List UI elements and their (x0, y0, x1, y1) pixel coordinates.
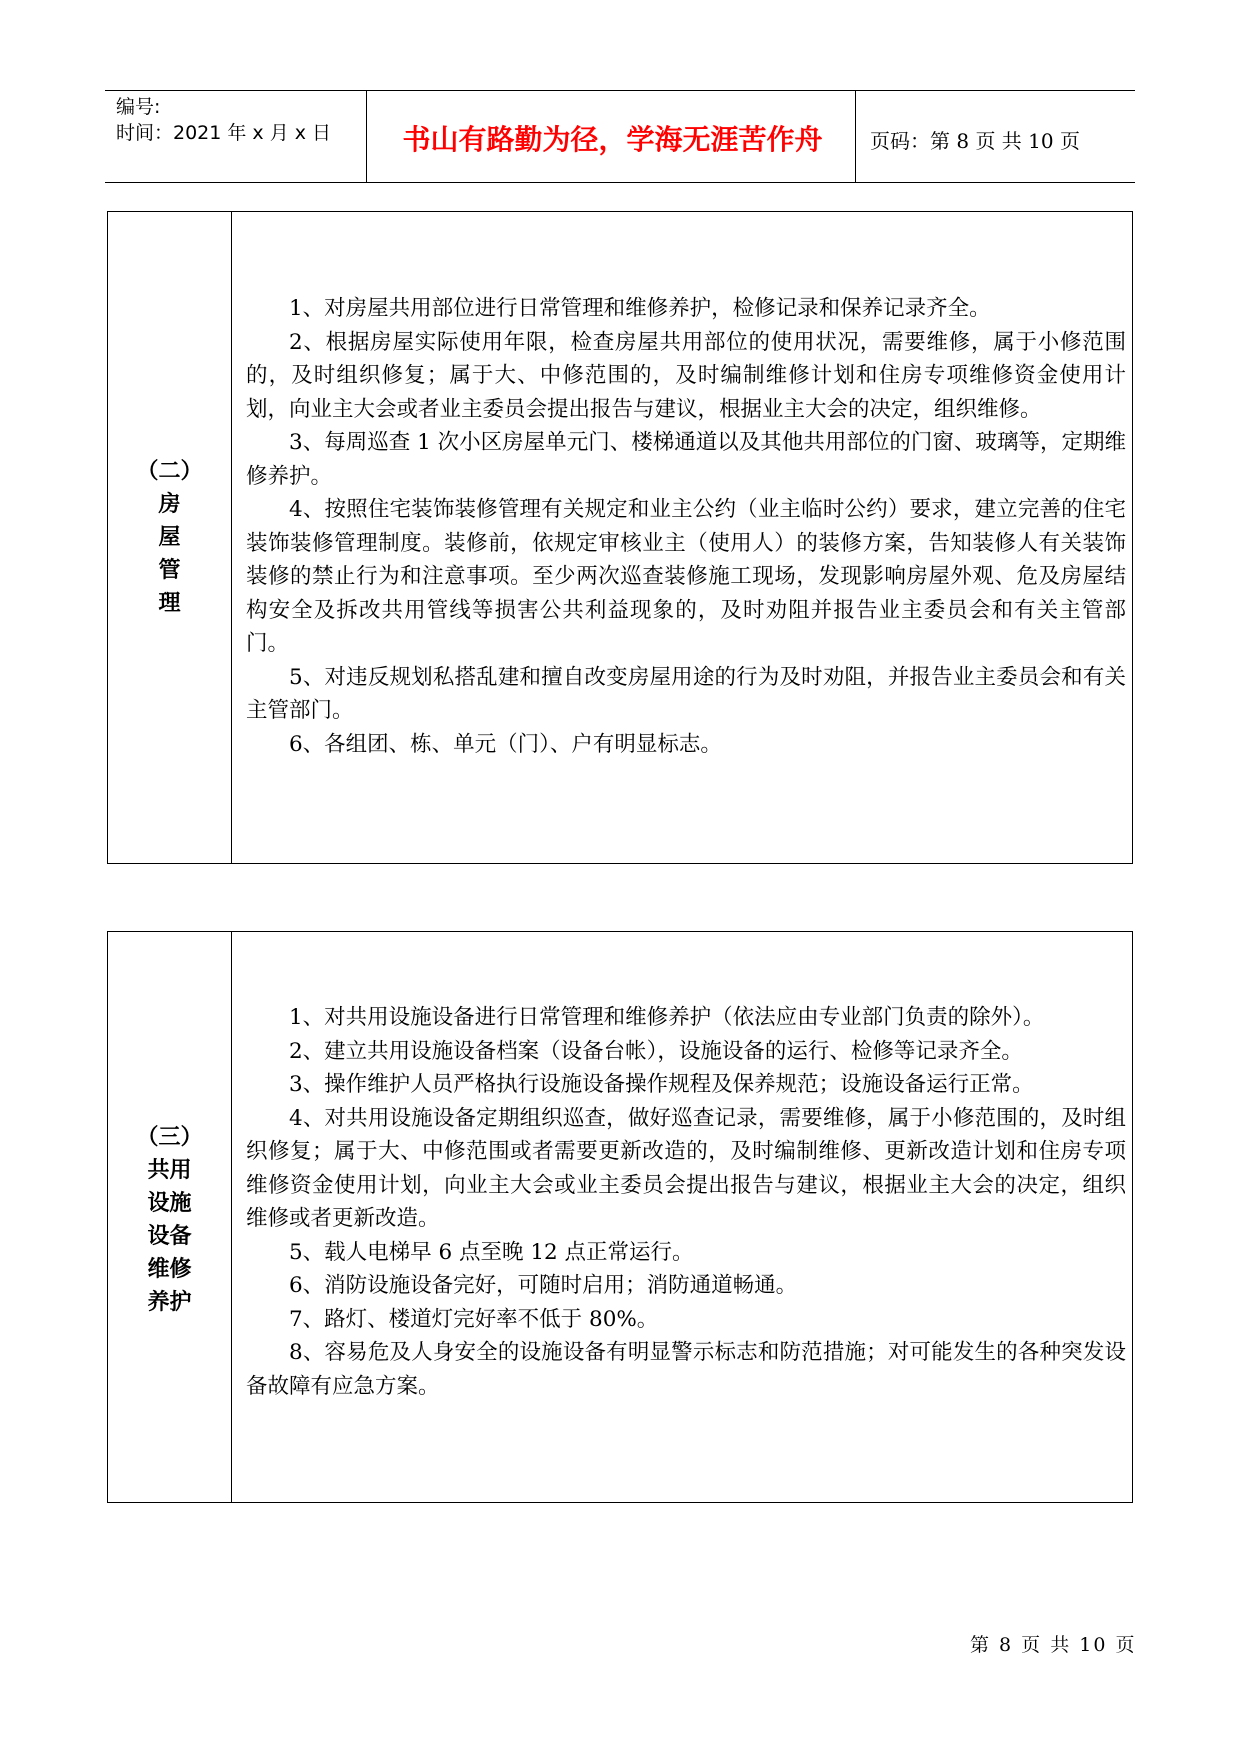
list-item: 3、每周巡查 1 次小区房屋单元门、楼梯通道以及其他共用部位的门窗、玻璃等，定期维修养护。 (246, 430, 1126, 489)
section-content (246, 292, 1126, 761)
section-label-line: （二） (136, 458, 203, 484)
header-bottom-rule (105, 182, 1135, 183)
section-label-line: 设备 (147, 1223, 192, 1249)
section-label (108, 1121, 231, 1319)
list-item: 6、各组团、栋、单元（门）、户有明显标志。 (289, 731, 722, 757)
list-item: 6、消防设施设备完好，可随时启用；消防通道畅通。 (289, 1273, 798, 1298)
list-item: 4、对共用设施设备定期组织巡查，做好巡查记录，需要维修，属于小修范围的，及时组织修复；属于大、中修范围或者需要更新改造的，及时编制维修、更新改造计划和住房专项维修资金使用计划，向业主大会或业主委员会提出报告与建议，根据业主大会的决定，组织维修或者更新改造。 (246, 1105, 1126, 1231)
section-column-divider (231, 932, 232, 1502)
section-label-line: 设施 (147, 1190, 192, 1216)
header-divider-left (366, 90, 367, 183)
document-time-label: 时间：2021 年 x 月 x 日 (116, 122, 332, 144)
section-label-line: 管 (158, 557, 181, 583)
section-column-divider (231, 212, 232, 863)
header-page-info: 页码：第 8 页 共 10 页 (870, 129, 1080, 153)
section-facility-maintenance (107, 931, 1133, 1503)
section-content (246, 1001, 1126, 1403)
list-item: 4、按照住宅装饰装修管理有关规定和业主公约（业主临时公约）要求，建立完善的住宅装饰装修管理制度。装修前，依规定审核业主（使用人）的装修方案，告知装修人有关装饰装修的禁止行为和注意事项。至少两次巡查装修施工现场，发现影响房屋外观、危及房屋结构安全及拆改共用管线等损害公共利益现象的，及时劝阻并报告业主委员会和有关主管部门。 (246, 497, 1126, 656)
section-label (108, 455, 231, 620)
header-motto: 书山有路勤为径，学海无涯苦作舟 (402, 123, 823, 156)
header-top-rule (105, 90, 1135, 91)
list-item: 2、根据房屋实际使用年限，检查房屋共用部位的使用状况，需要维修，属于小修范围的，及时组织修复；属于大、中修范围的，及时编制维修计划和住房专项维修资金使用计划，向业主大会或者业主委员会提出报告与建议，根据业主大会的决定，组织维修。 (246, 329, 1126, 422)
section-house-management (107, 211, 1133, 864)
section-label-line: 房 (158, 491, 181, 517)
list-item: 1、对房屋共用部位进行日常管理和维修养护，检修记录和保养记录齐全。 (289, 296, 991, 321)
list-item: 1、对共用设施设备进行日常管理和维修养护（依法应由专业部门负责的除外）。 (289, 1005, 1045, 1030)
header-divider-right (855, 90, 856, 183)
list-item: 8、容易危及人身安全的设施设备有明显警示标志和防范措施；对可能发生的各种突发设备故障有应急方案。 (246, 1340, 1126, 1399)
section-label-line: 养护 (147, 1289, 192, 1315)
page-footer: 第 8 页 共 10 页 (970, 1634, 1137, 1656)
section-label-line: 维修 (147, 1256, 192, 1282)
list-item: 5、对违反规划私搭乱建和擅自改变房屋用途的行为及时劝阻，并报告业主委员会和有关主管部门。 (246, 664, 1126, 723)
list-item: 7、路灯、楼道灯完好率不低于 80%。 (289, 1306, 659, 1332)
section-label-line: （三） (136, 1124, 203, 1150)
list-item: 3、操作维护人员严格执行设施设备操作规程及保养规范；设施设备运行正常。 (289, 1072, 1034, 1097)
list-item: 5、载人电梯早 6 点至晚 12 点正常运行。 (289, 1239, 694, 1265)
list-item: 2、建立共用设施设备档案（设备台帐），设施设备的运行、检修等记录齐全。 (289, 1038, 1023, 1064)
document-number-label: 编号: (116, 96, 161, 118)
section-label-line: 屋 (158, 524, 181, 550)
section-label-line: 共用 (147, 1157, 192, 1183)
section-label-line: 理 (158, 590, 181, 616)
